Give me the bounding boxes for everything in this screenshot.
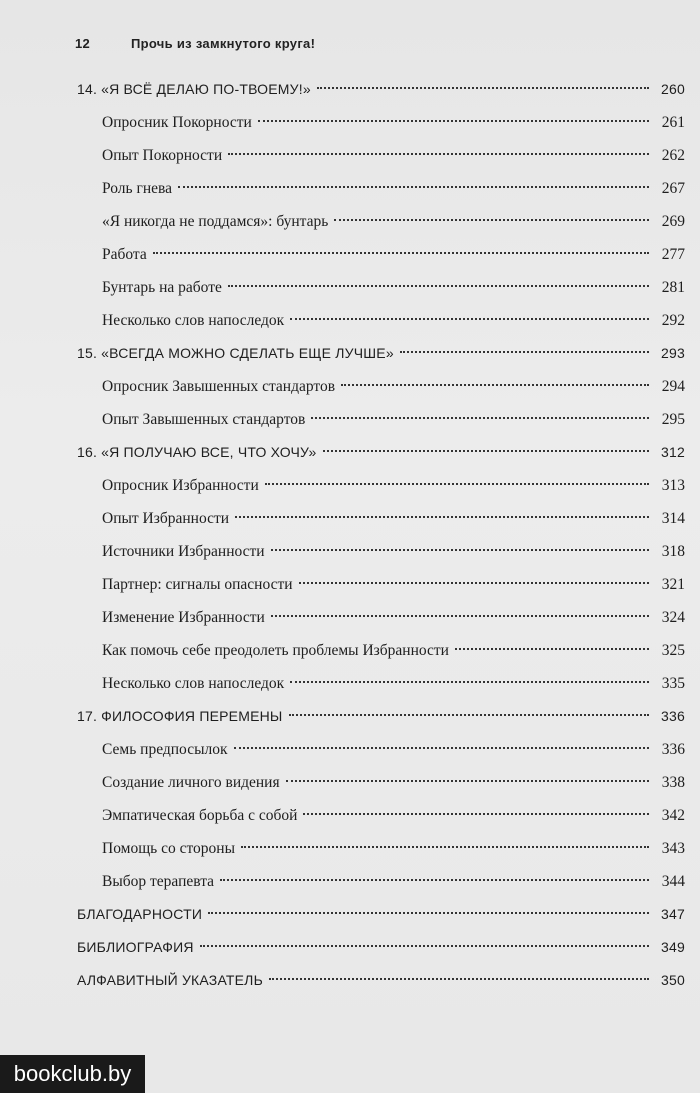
toc-entry-title: Как помочь себе преодолеть проблемы Избранности: [102, 642, 449, 659]
toc-entry-title: Несколько слов напоследок: [102, 312, 285, 329]
toc-leader-dots: [234, 747, 649, 749]
toc-section-entry: [77, 634, 685, 667]
toc-entry-page: 335: [661, 675, 685, 692]
toc-entry-page: 342: [661, 807, 685, 824]
toc-entry-page: 260: [661, 81, 685, 97]
toc-section-entry: [77, 865, 685, 898]
toc-entry-page: 294: [661, 378, 685, 395]
toc-entry-page: 267: [661, 180, 685, 197]
toc-entry-page: 318: [661, 543, 685, 560]
toc-entry-title: БИБЛИОГРАФИЯ: [77, 939, 194, 955]
toc-entry-title: Изменение Избранности: [102, 609, 265, 626]
toc-chapter-entry: [77, 964, 685, 997]
running-header: [75, 36, 315, 51]
toc-entry-page: 336: [661, 708, 685, 724]
toc-entry-title: Опыт Завышенных стандартов: [102, 411, 306, 428]
toc-entry-title: БЛАГОДАРНОСТИ: [77, 906, 203, 922]
toc-entry-title: Бунтарь на работе: [102, 279, 222, 296]
toc-section-entry: [77, 502, 685, 535]
toc-section-entry: [77, 403, 685, 436]
header-page-number: 12: [75, 36, 91, 51]
toc-leader-dots: [258, 120, 649, 122]
toc-entry-page: 295: [661, 411, 685, 428]
toc-entry-title: Опросник Покорности: [102, 114, 252, 131]
toc-leader-dots: [317, 87, 649, 89]
toc-leader-dots: [271, 615, 649, 617]
toc-entry-page: 292: [661, 312, 685, 329]
toc-leader-dots: [265, 483, 649, 485]
watermark-logo: bookclub.by: [0, 1055, 145, 1093]
toc-leader-dots: [235, 516, 649, 518]
toc-entry-title: Семь предпосылок: [102, 741, 228, 758]
toc-entry-page: 350: [661, 972, 685, 988]
toc-entry-title: «Я никогда не поддамся»: бунтарь: [102, 213, 329, 230]
toc-leader-dots: [290, 318, 649, 320]
toc-section-entry: [77, 238, 685, 271]
toc-section-entry: [77, 766, 685, 799]
toc-entry-page: 336: [661, 741, 685, 758]
toc-chapter-entry: [77, 73, 685, 106]
toc-entry-page: 343: [661, 840, 685, 857]
toc-leader-dots: [271, 549, 649, 551]
toc-leader-dots: [455, 648, 649, 650]
toc-entry-page: 349: [661, 939, 685, 955]
toc-section-entry: [77, 733, 685, 766]
toc-leader-dots: [228, 153, 649, 155]
toc-entry-page: 314: [661, 510, 685, 527]
toc-entry-page: 321: [661, 576, 685, 593]
toc-entry-title: Роль гнева: [102, 180, 172, 197]
toc-entry-page: 338: [661, 774, 685, 791]
toc-entry-page: 325: [661, 642, 685, 659]
toc-leader-dots: [228, 285, 649, 287]
toc-leader-dots: [323, 450, 650, 452]
toc-entry-page: 313: [661, 477, 685, 494]
toc-entry-page: 262: [661, 147, 685, 164]
toc-leader-dots: [303, 813, 649, 815]
toc-entry-title: Партнер: сигналы опасности: [102, 576, 293, 593]
toc-entry-title: Источники Избранности: [102, 543, 265, 560]
toc-entry-title: 15. «ВСЕГДА МОЖНО СДЕЛАТЬ ЕЩЕ ЛУЧШЕ»: [77, 345, 394, 361]
toc-chapter-entry: [77, 337, 685, 370]
toc-entry-page: 293: [661, 345, 685, 361]
toc-section-entry: [77, 304, 685, 337]
toc-entry-page: 312: [661, 444, 685, 460]
toc-entry-title: 16. «Я ПОЛУЧАЮ ВСЕ, ЧТО ХОЧУ»: [77, 444, 317, 460]
toc-entry-title: 14. «Я ВСЁ ДЕЛАЮ ПО-ТВОЕМУ!»: [77, 81, 311, 97]
table-of-contents: [77, 73, 685, 997]
toc-section-entry: [77, 469, 685, 502]
toc-leader-dots: [286, 780, 649, 782]
toc-leader-dots: [200, 945, 649, 947]
toc-entry-page: 269: [661, 213, 685, 230]
toc-leader-dots: [208, 912, 649, 914]
toc-entry-page: 277: [661, 246, 685, 263]
toc-section-entry: [77, 271, 685, 304]
toc-entry-page: 344: [661, 873, 685, 890]
toc-leader-dots: [400, 351, 649, 353]
toc-leader-dots: [220, 879, 649, 881]
toc-entry-title: АЛФАВИТНЫЙ УКАЗАТЕЛЬ: [77, 972, 263, 988]
toc-entry-title: Несколько слов напоследок: [102, 675, 285, 692]
toc-entry-title: Эмпатическая борьба с собой: [102, 807, 298, 824]
toc-entry-title: Помощь со стороны: [102, 840, 235, 857]
toc-leader-dots: [334, 219, 649, 221]
toc-leader-dots: [153, 252, 649, 254]
toc-section-entry: [77, 799, 685, 832]
header-book-title: Прочь из замкнутого круга!: [131, 36, 316, 51]
toc-leader-dots: [341, 384, 649, 386]
toc-chapter-entry: [77, 898, 685, 931]
toc-entry-title: Создание личного видения: [102, 774, 280, 791]
toc-section-entry: [77, 667, 685, 700]
toc-section-entry: [77, 106, 685, 139]
toc-section-entry: [77, 601, 685, 634]
toc-leader-dots: [290, 681, 649, 683]
toc-section-entry: [77, 172, 685, 205]
toc-entry-title: 17. ФИЛОСОФИЯ ПЕРЕМЕНЫ: [77, 708, 283, 724]
toc-entry-page: 281: [661, 279, 685, 296]
toc-entry-title: Опыт Покорности: [102, 147, 223, 164]
toc-entry-page: 261: [661, 114, 685, 131]
toc-entry-title: Опросник Завышенных стандартов: [102, 378, 336, 395]
toc-entry-page: 347: [661, 906, 685, 922]
toc-chapter-entry: [77, 700, 685, 733]
toc-leader-dots: [178, 186, 649, 188]
toc-section-entry: [77, 205, 685, 238]
toc-chapter-entry: [77, 931, 685, 964]
toc-entry-page: 324: [661, 609, 685, 626]
toc-section-entry: [77, 832, 685, 865]
toc-entry-title: Опросник Избранности: [102, 477, 259, 494]
toc-section-entry: [77, 535, 685, 568]
toc-section-entry: [77, 139, 685, 172]
toc-chapter-entry: [77, 436, 685, 469]
toc-entry-title: Работа: [102, 246, 147, 263]
toc-entry-title: Выбор терапевта: [102, 873, 215, 890]
toc-leader-dots: [289, 714, 649, 716]
toc-entry-title: Опыт Избранности: [102, 510, 230, 527]
toc-leader-dots: [241, 846, 649, 848]
toc-section-entry: [77, 370, 685, 403]
toc-leader-dots: [311, 417, 649, 419]
toc-section-entry: [77, 568, 685, 601]
toc-leader-dots: [299, 582, 649, 584]
toc-leader-dots: [269, 978, 649, 980]
